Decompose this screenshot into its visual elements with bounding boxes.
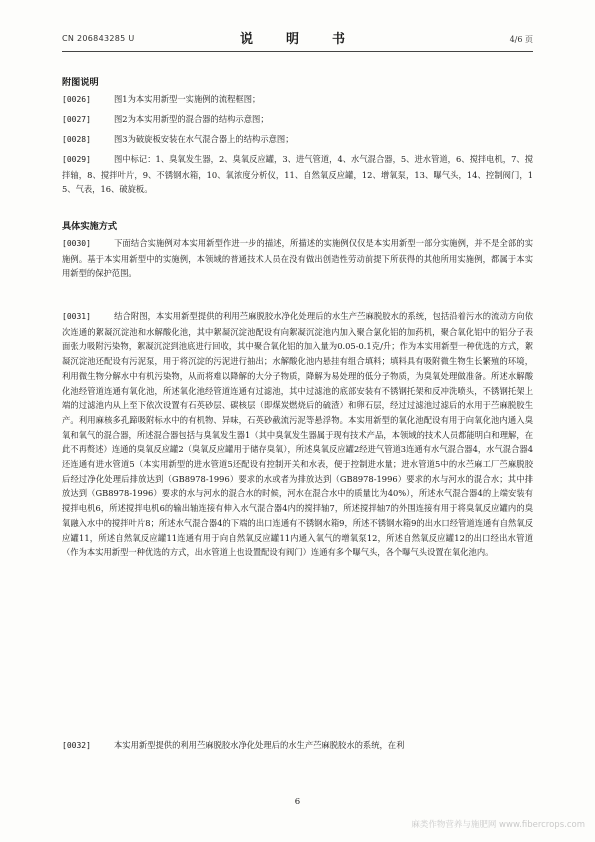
paragraph bbox=[62, 309, 533, 560]
paragraph-number: [0030] bbox=[62, 239, 91, 248]
paragraph-number: [0028] bbox=[62, 135, 91, 144]
document-title: 说 明 书 bbox=[239, 32, 355, 47]
paragraph-text: 图2为本实用新型的混合器的结构示意图； bbox=[114, 114, 269, 124]
header-divider bbox=[62, 51, 533, 52]
section-title-drawings: 附图说明 bbox=[62, 77, 99, 88]
paragraph bbox=[62, 738, 533, 754]
paragraph-number: [0029] bbox=[62, 155, 91, 164]
patent-number: CN 206843285 U bbox=[62, 34, 135, 43]
section-title-embodiment: 具体实施方式 bbox=[62, 221, 118, 232]
paragraph bbox=[62, 112, 533, 128]
paragraph-text: 图中标记：1、臭氧发生器，2、臭氧反应罐，3、进气管道，4、水气混合器，5、进水管道，6、搅拌电机，7、搅拌轴，8、搅拌叶片，9、不锈钢水箱，10、氧浓度分析仪，11、自然氧反应罐，12、增氧泵，13、曝气头，14、控制阀门，15、气表，16、破旋板。 bbox=[62, 154, 533, 195]
watermark-text: 麻类作物营养与施肥网 www.fibercrops.com bbox=[411, 820, 585, 830]
page-header bbox=[62, 28, 533, 48]
page-of-indicator: 4/6 页 bbox=[509, 35, 533, 44]
paragraph bbox=[62, 92, 533, 108]
paragraph-text: 本实用新型提供的利用苎麻脱胶水净化处理后的水生产苎麻脱胶水的系统，在利 bbox=[114, 740, 405, 750]
paragraph-number: [0027] bbox=[62, 115, 91, 124]
paragraph bbox=[62, 152, 533, 197]
paragraph-text: 下面结合实施例对本实用新型作进一步的描述，所描述的实施例仅仅是本实用新型一部分实施例，并不是全部的实施例。基于本实用新型中的实施例，本领域的普通技术人员在没有做出创造性劳动前提下所获得的其他所用实施例，都属于本实用新型的保护范围。 bbox=[62, 238, 533, 279]
paragraph bbox=[62, 132, 533, 148]
paragraph bbox=[62, 236, 533, 281]
paragraph-number: [0031] bbox=[62, 312, 91, 321]
paragraph-text: 图1为本实用新型一实施例的流程框图； bbox=[114, 94, 261, 104]
paragraph-text: 图3为破旋板安装在水气混合器上的结构示意图； bbox=[114, 134, 294, 144]
page-number: 6 bbox=[294, 797, 301, 807]
paragraph-text: 结合附图，本实用新型提供的利用苎麻脱胶水净化处理后的水生产苎麻脱胶水的系统，包括沿着污水的流动方向依次连通的絮凝沉淀池和水解酸化池，其中絮凝沉淀池配设有向絮凝沉淀池内加入聚合氯化铝的加药机，聚合氧化铝中的铝分子表面张力吸附污染物，絮凝沉淀到池底进行回收，其中聚合氧化铝的加入量为0.05-0.1克/升；作为本实用新型一种优选的方式，絮凝沉淀池还配设有污泥泵，用于将沉淀的污泥进行抽出；水解酸化池内悬挂有组合填料；填料具有吸附微生物生长繁殖的环境，利用微生物分解水中有机污染物，从而将难以降解的大分子物质，降解为易处理的低分子物质，为臭氧处理做准备。所述水解酸化池经管道连通有氧化池，所述氧化池经管道连通有过滤池，其中过滤池的底部安装有不锈钢托架和反冲洗喷头，不锈钢托架上端的过滤池内从上至下依次设置有石英砂层、碳核层（即煤炭燃烧后的硫渣）和卵石层，经过过滤池过滤后的水用于苎麻脱胶生产。利用麻核多孔蹄吸附标水中的有机物、异味，石英砂截流污泥等悬浮物。本实用新型的氧化池配设有用于向氧化池内通入臭氧和氧气的混合器，所述混合器包括与臭氧发生器1（其中臭氧发生器属于现有技术产品，本领域的技术人员都能明白和理解，在此不再赘述）连通的臭氧反应罐2（臭氧反应罐用于储存臭氧），所述臭氧反应罐2经进气管道3连通有水气混合器4，水气混合器4还连通有进水管道5（本实用新型的进水管道5还配设有控制开关和水表，便于控制进水量；进水管道5中的水苎麻工厂苎麻脱胶后经过净化处理后排放达到（GB8978-1996）要求的水或者为排放达到（GB8978-1996）要求的水与河水的混合水；其中排放达到（GB8978-1996）要求的水与河水的混合水的时候，河水在混合水中的质量比为40%），所述水气混合器4的上端安装有搅拌电机6，所述搅拌电机6的输出轴连接有伸入水气混合器4内的搅拌轴7，所述搅拌轴7的外围连接有用于将臭氧反应罐内的臭氧融入水中的搅拌叶片8；所述水气混合器4的下端的出口连通有不锈钢水箱9，所述不锈钢水箱9的出水口经管道连通有自然氧反应罐11，所述自然氧反应罐11连通有用于向自然氧反应罐11内通入氧气的增氧泵12，所述自然氧反应罐12的出口经出水管道（作为本实用新型一种优选的方式，出水管道上也设置配设有阀门）连通有多个曝气头，各个曝气头设置在氧化池内。 bbox=[62, 311, 533, 558]
paragraph-number: [0026] bbox=[62, 95, 91, 104]
paragraph-number: [0032] bbox=[62, 741, 91, 750]
